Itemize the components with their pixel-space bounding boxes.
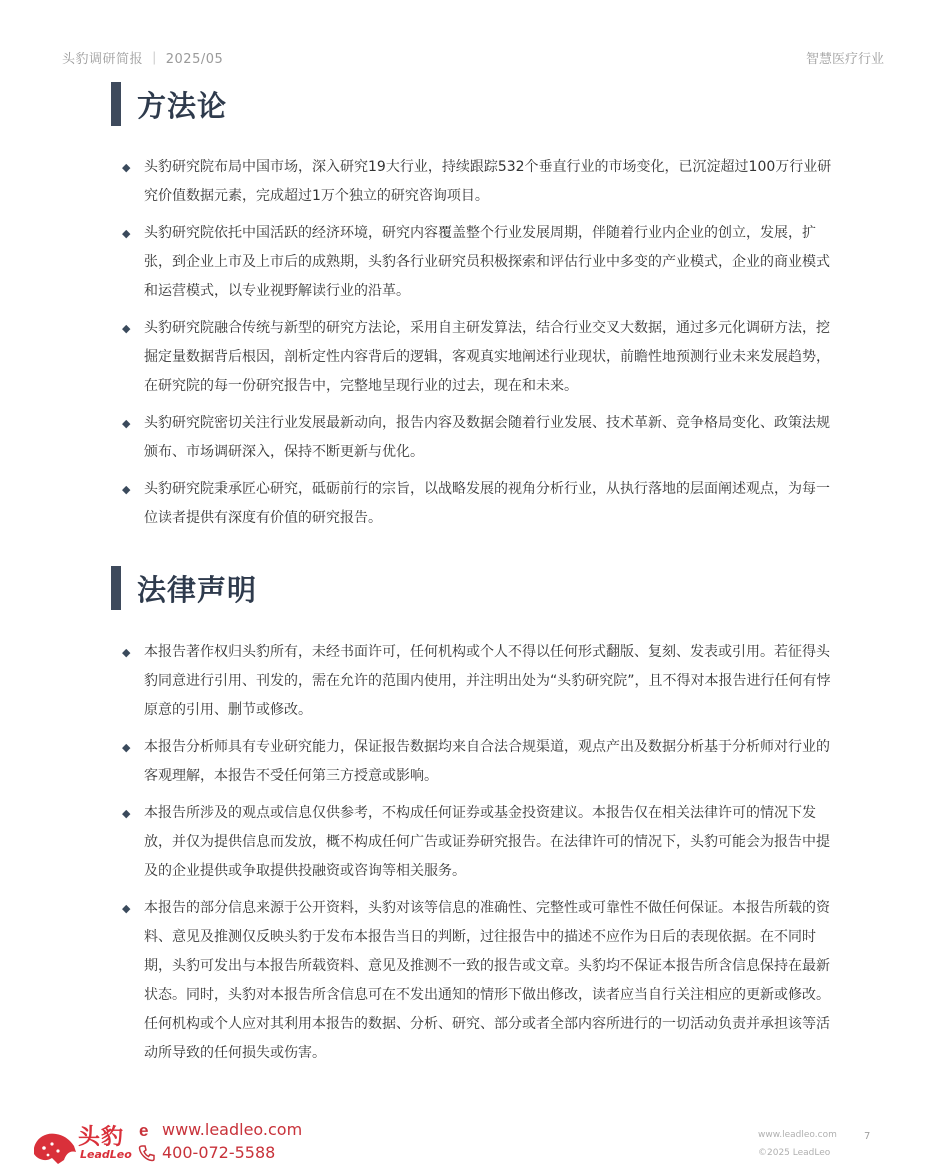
- header-industry: 智慧医疗行业: [805, 52, 884, 67]
- browser-e-icon: [138, 1121, 156, 1139]
- brand-name-en: LeadLeo: [80, 1148, 132, 1161]
- diamond-bullet-icon: ◆: [122, 417, 131, 430]
- title-accent-bar: [111, 82, 121, 126]
- website-link[interactable]: e www.leadleo.com: [139, 1120, 303, 1139]
- diamond-bullet-icon: ◆: [122, 807, 131, 820]
- methodology-list: [122, 153, 842, 541]
- list-item: ◆ 头豹研究院融合传统与新型的研究方法论，采用自主研发算法，结合行业交叉大数据，通过多元化调研方法，挖掘定量数据背后根因，剖析定性内容背后的逻辑，客观真实地阐述行业现状，前瞻性地预测行业未来发展趋势，在研究院的每一份研究报告中，完整地呈现行业的过去，现在和未来。: [122, 314, 842, 401]
- page-number: 7: [864, 1131, 871, 1142]
- legal-list: [122, 638, 842, 1076]
- footer-site-copyright: [758, 1126, 837, 1162]
- svg-text:e: e: [139, 1120, 149, 1139]
- list-item: ◆ 本报告的部分信息来源于公开资料，头豹对该等信息的准确性、完整性或可靠性不做任何保证。本报告所载的资料、意见及推测仅反映头豹于发布本报告当日的判断，过往报告中的描述不应作为日后的表现依据。在不同时期，头豹可发出与本报告所载资料、意见及推测不一致的报告或文章。头豹均不保证本报告所含信息保持在最新状态。同时，头豹对本报告所含信息可在不发出通知的情形下做出修改，读者应当自行关注相应的更新或修改。任何机构或个人应对其利用本报告的数据、分析、研究、部分或者全部内容所进行的一切活动负责并承担该等活动所导致的任何损失或伤害。: [122, 894, 842, 1068]
- list-item: ◆ 本报告分析师具有专业研究能力，保证报告数据均来自合法合规渠道，观点产出及数据分析基于分析师对行业的客观理解，本报告不受任何第三方授意或影响。: [122, 733, 842, 791]
- list-item: ◆ 头豹研究院密切关注行业发展最新动向，报告内容及数据会随着行业发展、技术革新、竞争格局变化、政策法规颁布、市场调研深入，保持不断更新与优化。: [122, 409, 842, 467]
- section-legal-title: [111, 566, 257, 610]
- title-accent-bar: [111, 566, 121, 610]
- list-item: ◆ 头豹研究院布局中国市场，深入研究19大行业，持续跟踪532个垂直行业的市场变化，已沉淀超过100万行业研究价值数据元素，完成超过1万个独立的研究咨询项目。: [122, 153, 842, 211]
- diamond-bullet-icon: ◆: [122, 902, 131, 915]
- header-report-label: 头豹调研简报 ｜ 2025/05: [62, 52, 224, 67]
- methodology-heading: 方法论: [137, 88, 228, 123]
- list-item: ◆ 本报告所涉及的观点或信息仅供参考，不构成任何证券或基金投资建议。本报告仅在相关法律许可的情况下发放，并仅为提供信息而发放，概不构成任何广告或证券研究报告。在法律许可的情况下，头豹可能会为报告中提及的企业提供或争取提供投融资或咨询等相关服务。: [122, 799, 842, 886]
- phone-number[interactable]: 400-072-5588: [138, 1143, 275, 1162]
- section-methodology-title: [111, 82, 227, 126]
- footer-site: www.leadleo.com: [758, 1130, 837, 1140]
- footer-copyright: ©2025 LeadLeo: [758, 1148, 831, 1158]
- diamond-bullet-icon: ◆: [122, 161, 131, 174]
- diamond-bullet-icon: ◆: [122, 322, 131, 335]
- phone-icon: [138, 1144, 156, 1162]
- diamond-bullet-icon: ◆: [122, 741, 131, 754]
- list-item: ◆ 头豹研究院秉承匠心研究，砥砺前行的宗旨，以战略发展的视角分析行业，从执行落地的层面阐述观点，为每一位读者提供有深度有价值的研究报告。: [122, 475, 842, 533]
- diamond-bullet-icon: ◆: [122, 483, 131, 496]
- list-item: ◆ 本报告著作权归头豹所有，未经书面许可，任何机构或个人不得以任何形式翻版、复刻、发表或引用。若征得头豹同意进行引用、刊发的，需在允许的范围内使用，并注明出处为“头豹研究院”，且不得对本报告进行任何有悖原意的引用、删节或修改。: [122, 638, 842, 725]
- diamond-bullet-icon: ◆: [122, 227, 131, 240]
- brand-name-cn: 头豹: [78, 1125, 125, 1150]
- diamond-bullet-icon: ◆: [122, 646, 131, 659]
- list-item: ◆ 头豹研究院依托中国活跃的经济环境，研究内容覆盖整个行业发展周期，伴随着行业内企业的创立，发展，扩张，到企业上市及上市后的成熟期，头豹各行业研究员积极探索和评估行业中多变的产业模式，企业的商业模式和运营模式，以专业视野解读行业的沿革。: [122, 219, 842, 306]
- legal-heading: 法律声明: [137, 572, 258, 607]
